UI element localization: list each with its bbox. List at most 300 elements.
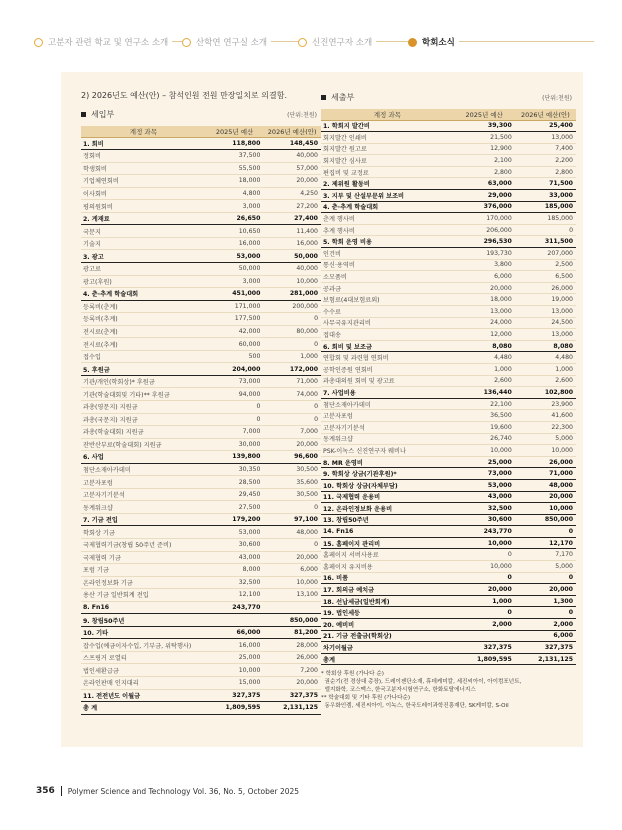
category-row — [81, 513, 321, 526]
nav-item-label-active: 학회소식 — [422, 38, 455, 48]
row-value-2025: 16,000 — [206, 237, 264, 250]
row-value-2026: 26,000 — [515, 456, 576, 468]
row-account: 6. 회비 및 보조금 — [321, 340, 454, 352]
row-account: 9. 학회상 상금(기관후원)* — [321, 468, 454, 480]
row-account: 7. 기금 전입 — [81, 513, 206, 526]
row-value-2025: 13,000 — [454, 306, 515, 318]
row-value-2026: 27,400 — [263, 212, 321, 225]
row-account: PSK-이녹스 신진연구자 웨비나 — [321, 445, 454, 457]
row-account: 1. 학회지 발간비 — [321, 120, 454, 132]
row-value-2026: 0 — [263, 313, 321, 326]
row-account: 기관/개인(학회상)* 후원금 — [81, 375, 206, 388]
row-account: 11. 전전년도 이월금 — [81, 689, 206, 702]
table-row — [81, 576, 321, 589]
category-row — [321, 201, 576, 213]
row-account: 2. 게재료 — [81, 212, 206, 225]
row-value-2025: 8,000 — [206, 564, 264, 577]
category-row — [321, 190, 576, 202]
row-value-2026: 30,500 — [263, 488, 321, 501]
table-row — [321, 294, 576, 306]
row-account: 15. 홈페이지 관리비 — [321, 537, 454, 549]
row-value-2026: 281,000 — [263, 288, 321, 301]
row-account: 고분자포럼 — [321, 410, 454, 422]
nav-item-researchers[interactable] — [298, 30, 376, 54]
row-value-2026: 0 — [263, 413, 321, 426]
row-value-2025: 43,000 — [206, 551, 264, 564]
row-account: 10. 기타 — [81, 626, 206, 639]
category-row — [321, 595, 576, 607]
row-value-2026: 20,000 — [263, 438, 321, 451]
table-row — [321, 329, 576, 341]
row-value-2025: 8,080 — [454, 340, 515, 352]
category-row — [81, 288, 321, 301]
table-row — [81, 187, 321, 200]
row-value-2025: 193,730 — [454, 248, 515, 260]
expense-table — [321, 109, 576, 665]
row-value-2025: 29,000 — [454, 190, 515, 202]
row-value-2025: 6,000 — [454, 271, 515, 283]
row-value-2025: 2,600 — [454, 375, 515, 387]
row-account: 고분자포럼 — [81, 476, 206, 489]
row-account: 편집비 및 교정료 — [321, 166, 454, 178]
row-account: 과총(영문지) 지원금 — [81, 400, 206, 413]
category-row — [81, 626, 321, 639]
expense-column — [321, 72, 576, 710]
category-row — [321, 503, 576, 515]
row-value-2026: 20,000 — [263, 677, 321, 690]
row-value-2025: 30,600 — [454, 514, 515, 526]
nav-dot-icon — [298, 38, 307, 47]
row-value-2026: 10,000 — [263, 576, 321, 589]
row-value-2026: 0 — [515, 572, 576, 584]
row-value-2026: 0 — [515, 607, 576, 619]
row-account: 학생회비 — [81, 162, 206, 175]
row-account: 접대송 — [321, 329, 454, 341]
row-value-2025: 25,000 — [206, 651, 264, 664]
nav-item-society-news[interactable] — [408, 30, 459, 54]
nav-item-label: 신진연구자 소개 — [312, 38, 373, 48]
expense-table-body — [321, 120, 576, 665]
row-account: 총계 — [321, 653, 454, 665]
row-value-2025: 2,100 — [454, 155, 515, 167]
row-account: 19. 법인세등 — [321, 607, 454, 619]
row-account: 고분자기기분석 — [81, 488, 206, 501]
row-account: 13. 창립50주년 — [321, 514, 454, 526]
row-value-2026: 23,900 — [515, 398, 576, 410]
row-value-2026: 0 — [263, 501, 321, 514]
row-value-2026: 10,000 — [515, 445, 576, 457]
row-value-2026: 13,100 — [263, 589, 321, 602]
row-value-2026: 10,000 — [263, 275, 321, 288]
header-account: 계정 과목 — [81, 126, 206, 137]
row-value-2026: 7,170 — [515, 549, 576, 561]
row-value-2025: 179,200 — [206, 513, 264, 526]
row-value-2025: 10,650 — [206, 225, 264, 238]
row-value-2026: 20,000 — [263, 551, 321, 564]
row-value-2026: 25,400 — [515, 120, 576, 132]
nav-item-labs[interactable] — [182, 30, 271, 54]
table-row — [81, 313, 321, 326]
row-value-2026: 102,800 — [515, 387, 576, 399]
category-row — [321, 178, 576, 190]
row-value-2025: 7,000 — [206, 426, 264, 439]
row-value-2025: 32,500 — [206, 576, 264, 589]
table-row — [81, 564, 321, 577]
row-account: 4. 춘·추계 학술대회 — [81, 288, 206, 301]
row-account: 7. 사업비용 — [321, 387, 454, 399]
row-account: 5. 후원금 — [81, 363, 206, 376]
square-bullet-icon — [321, 95, 326, 100]
row-account: 등록비(춘계) — [81, 300, 206, 313]
table-row — [81, 375, 321, 388]
row-value-2025: 10,000 — [454, 561, 515, 573]
row-value-2026: 13,000 — [515, 132, 576, 144]
nav-dot-icon — [34, 38, 43, 47]
income-column — [81, 72, 321, 715]
table-row — [321, 143, 576, 155]
row-value-2026: 1,000 — [515, 363, 576, 375]
row-value-2025: 53,000 — [454, 479, 515, 491]
row-account: 정회비 — [81, 150, 206, 163]
table-row — [321, 282, 576, 294]
table-row — [81, 413, 321, 426]
row-value-2026: 2,800 — [515, 166, 576, 178]
income-table-header — [81, 126, 321, 137]
row-value-2026: 185,000 — [515, 213, 576, 225]
row-value-2026: 850,000 — [263, 614, 321, 627]
table-row — [81, 400, 321, 413]
row-account: 20. 예비비 — [321, 619, 454, 631]
row-account: 광고료 — [81, 262, 206, 275]
row-value-2025: 20,000 — [454, 584, 515, 596]
row-account: 3. 광고 — [81, 250, 206, 263]
category-row — [321, 630, 576, 642]
row-value-2026: 13,000 — [515, 329, 576, 341]
category-row — [321, 572, 576, 584]
row-value-2026: 33,000 — [515, 190, 576, 202]
row-account: 공학인증원 연회비 — [321, 363, 454, 375]
table-row — [321, 224, 576, 236]
row-value-2026: 13,000 — [515, 306, 576, 318]
row-value-2025: 27,500 — [206, 501, 264, 514]
row-account: 11. 국제협력 운용비 — [321, 491, 454, 503]
row-value-2025: 171,000 — [206, 300, 264, 313]
row-value-2025: 118,800 — [206, 137, 264, 150]
row-value-2025: 28,500 — [206, 476, 264, 489]
row-account: 기관(학술대회및 기타)** 후원금 — [81, 388, 206, 401]
row-value-2026: 48,000 — [515, 479, 576, 491]
row-account: 14. Fn16 — [321, 526, 454, 538]
category-row — [321, 468, 576, 480]
row-account: 보험료(4대보험료외) — [321, 294, 454, 306]
row-value-2025: 66,000 — [206, 626, 264, 639]
table-row — [81, 639, 321, 652]
row-value-2026: 27,200 — [263, 200, 321, 213]
row-account: 이사회비 — [81, 187, 206, 200]
table-row — [81, 463, 321, 476]
table-row — [321, 549, 576, 561]
row-value-2025: 73,000 — [454, 468, 515, 480]
table-row — [81, 438, 321, 451]
row-account: 17. 회의금 예치금 — [321, 584, 454, 596]
row-account: 회지발간 원고료 — [321, 143, 454, 155]
table-row — [81, 551, 321, 564]
row-account: 8. Fn16 — [81, 601, 206, 614]
row-value-2025 — [206, 614, 264, 627]
row-value-2026: 26,000 — [263, 651, 321, 664]
row-value-2025: 177,500 — [206, 313, 264, 326]
expense-section-header — [321, 91, 576, 105]
header-2026: 2026년 예산(안) — [263, 126, 321, 137]
table-row — [81, 388, 321, 401]
row-value-2026: 2,500 — [515, 259, 576, 271]
row-value-2025: 50,000 — [206, 262, 264, 275]
row-account: 잔반산부료(학술대회) 지원금 — [81, 438, 206, 451]
page-number: 356 — [36, 786, 62, 796]
journal-info: Polymer Science and Technology Vol. 36, No. 5, October 2025 — [67, 786, 300, 796]
row-account: 1. 회비 — [81, 137, 206, 150]
table-row — [321, 398, 576, 410]
table-row — [81, 539, 321, 552]
row-value-2025: 53,000 — [206, 250, 264, 263]
table-row — [81, 589, 321, 602]
row-value-2026: 71,500 — [515, 178, 576, 190]
row-value-2026: 4,480 — [515, 352, 576, 364]
row-value-2026: 74,000 — [263, 388, 321, 401]
row-account: 5. 학회 운영 비용 — [321, 236, 454, 248]
table-row — [81, 651, 321, 664]
row-value-2025: 60,000 — [206, 338, 264, 351]
row-value-2025: 327,375 — [454, 642, 515, 654]
expense-table-header — [321, 109, 576, 120]
row-value-2025: 30,350 — [206, 463, 264, 476]
table-row — [81, 501, 321, 514]
row-value-2026: 41,600 — [515, 410, 576, 422]
row-value-2026: 7,400 — [515, 143, 576, 155]
row-value-2025: 3,000 — [206, 200, 264, 213]
row-value-2025: 136,440 — [454, 387, 515, 399]
table-row — [321, 132, 576, 144]
row-value-2026: 22,300 — [515, 421, 576, 433]
note-line: 권순기(전 경상대 총장), 드레이젠단소재, 휴데케미칼, 세진씨아이, 아이컴포넌트, — [321, 679, 522, 686]
table-row — [321, 421, 576, 433]
category-row — [321, 514, 576, 526]
square-bullet-icon — [81, 112, 86, 117]
row-value-2026: 40,000 — [263, 150, 321, 163]
row-value-2025: 2,800 — [454, 166, 515, 178]
income-unit: (단위:천원) — [287, 112, 317, 119]
table-row — [81, 476, 321, 489]
row-value-2025: 451,000 — [206, 288, 264, 301]
row-value-2025: 53,000 — [206, 526, 264, 539]
income-section-header — [81, 108, 321, 122]
row-account: 회지발간 인쇄비 — [321, 132, 454, 144]
row-value-2026: 207,000 — [515, 248, 576, 260]
table-row — [321, 375, 576, 387]
table-row — [321, 306, 576, 318]
row-account: 첨단소재아카데미 — [321, 398, 454, 410]
row-value-2025: 1,000 — [454, 363, 515, 375]
row-account: 과총(국문지) 지원금 — [81, 413, 206, 426]
row-account: 홈페이지 유지비용 — [321, 561, 454, 573]
row-value-2026: 50,000 — [263, 250, 321, 263]
row-value-2025: 26,740 — [454, 433, 515, 445]
category-row — [321, 526, 576, 538]
top-navigation — [34, 30, 594, 54]
row-account: 소모품비 — [321, 271, 454, 283]
row-account: 통신·용역비 — [321, 259, 454, 271]
row-account: 고분자기기분석 — [321, 421, 454, 433]
row-value-2026: 7,000 — [263, 426, 321, 439]
table-row — [81, 175, 321, 188]
row-value-2026: 2,131,125 — [515, 653, 576, 665]
table-row — [81, 237, 321, 250]
row-account: 12. 온라인정보화 운용비 — [321, 503, 454, 515]
row-account: 9. 창립50주년 — [81, 614, 206, 627]
row-value-2025: 296,530 — [454, 236, 515, 248]
header-2025: 2025년 예산 — [454, 109, 515, 120]
row-value-2026: 0 — [263, 338, 321, 351]
table-row — [81, 488, 321, 501]
row-account: 전시료(추계) — [81, 338, 206, 351]
row-account: 8. MR 운영비 — [321, 456, 454, 468]
row-account: 국문지 — [81, 225, 206, 238]
row-value-2025: 0 — [454, 549, 515, 561]
row-value-2025: 500 — [206, 350, 264, 363]
row-value-2026: 71,000 — [263, 375, 321, 388]
row-value-2025 — [454, 630, 515, 642]
row-value-2026: 10,000 — [515, 503, 576, 515]
row-value-2025: 3,000 — [206, 275, 264, 288]
row-value-2026: 57,000 — [263, 162, 321, 175]
category-row — [321, 653, 576, 665]
row-value-2026: 200,000 — [263, 300, 321, 313]
row-account: 수수료 — [321, 306, 454, 318]
income-title-text: 세입부 — [91, 110, 115, 119]
nav-item-label: 고분자 관련 학교 및 연구소 소개 — [48, 38, 169, 48]
category-row — [321, 619, 576, 631]
category-row — [321, 236, 576, 248]
row-account: 첨단소재아카데미 — [81, 463, 206, 476]
budget-panel — [61, 72, 583, 747]
note-line: * 학회상 후원 (가나다 순) — [321, 671, 384, 678]
row-value-2026: 850,000 — [515, 514, 576, 526]
row-account: 기업체연회비 — [81, 175, 206, 188]
row-value-2025: 18,000 — [206, 175, 264, 188]
table-row — [321, 352, 576, 364]
row-value-2025: 2,000 — [454, 619, 515, 631]
row-account: 3. 지부 및 산설부문위 보조비 — [321, 190, 454, 202]
table-row — [81, 350, 321, 363]
table-row — [321, 248, 576, 260]
row-account: 잡수입(예금이자수입, 기부금, 위탁행사) — [81, 639, 206, 652]
row-value-2026: 327,375 — [515, 642, 576, 654]
category-row — [321, 479, 576, 491]
table-row — [81, 677, 321, 690]
header-2025: 2025년 예산 — [206, 126, 264, 137]
row-value-2025: 12,900 — [454, 143, 515, 155]
table-row — [81, 338, 321, 351]
row-value-2025: 94,000 — [206, 388, 264, 401]
row-account: 과총대의원 회비 및 광고료 — [321, 375, 454, 387]
row-value-2025: 0 — [206, 413, 264, 426]
row-account: 2. 제위원 활동비 — [321, 178, 454, 190]
expense-title — [321, 92, 354, 103]
table-row — [321, 213, 576, 225]
table-row — [81, 225, 321, 238]
row-value-2025: 10,000 — [454, 445, 515, 457]
row-value-2026: 2,131,125 — [263, 702, 321, 715]
row-value-2025: 22,100 — [454, 398, 515, 410]
table-row — [81, 150, 321, 163]
row-account: 법인세환급금 — [81, 664, 206, 677]
row-account: 10. 학회상 상금(자체부담) — [321, 479, 454, 491]
row-value-2026: 28,000 — [263, 639, 321, 652]
row-value-2026: 20,000 — [263, 175, 321, 188]
row-value-2026: 11,400 — [263, 225, 321, 238]
table-row — [81, 426, 321, 439]
row-value-2025: 15,000 — [206, 677, 264, 690]
row-account: 국제협력기금(창립 50주년 준비) — [81, 539, 206, 552]
expense-title-text: 세출부 — [331, 93, 355, 102]
row-value-2025: 206,000 — [454, 224, 515, 236]
table-row — [81, 200, 321, 213]
row-value-2026: 8,080 — [515, 340, 576, 352]
row-value-2025: 1,000 — [454, 595, 515, 607]
row-value-2025: 55,500 — [206, 162, 264, 175]
row-value-2026: 7,200 — [263, 664, 321, 677]
category-row — [321, 537, 576, 549]
row-account: 국제협력 기금 — [81, 551, 206, 564]
category-row — [81, 212, 321, 225]
row-value-2025: 16,000 — [206, 639, 264, 652]
category-row — [321, 120, 576, 132]
table-row — [321, 445, 576, 457]
row-value-2025: 12,000 — [454, 329, 515, 341]
row-value-2025: 73,000 — [206, 375, 264, 388]
row-value-2026: 30,500 — [263, 463, 321, 476]
row-value-2025: 139,800 — [206, 451, 264, 464]
table-row — [321, 410, 576, 422]
row-value-2026: 80,000 — [263, 325, 321, 338]
row-account: 용산 기금 일반회계 전입 — [81, 589, 206, 602]
table-row — [321, 259, 576, 271]
row-value-2025: 10,000 — [206, 664, 264, 677]
category-row — [81, 614, 321, 627]
category-row — [321, 607, 576, 619]
row-value-2026: 12,170 — [515, 537, 576, 549]
category-row — [321, 456, 576, 468]
row-value-2026: 97,100 — [263, 513, 321, 526]
row-account: 홈페이지 서버사용료 — [321, 549, 454, 561]
row-account: 인건비 — [321, 248, 454, 260]
row-value-2025: 1,809,595 — [454, 653, 515, 665]
row-value-2025: 170,000 — [454, 213, 515, 225]
row-value-2025: 4,800 — [206, 187, 264, 200]
row-account: 16. 비품 — [321, 572, 454, 584]
row-value-2025: 3,800 — [454, 259, 515, 271]
row-value-2025: 25,000 — [454, 456, 515, 468]
note-line: 엘지화학, 코스맥스, 한국고분자시험연구소, 한화토탈에너지스 — [321, 687, 476, 694]
row-value-2025: 0 — [454, 572, 515, 584]
row-value-2026: 0 — [263, 539, 321, 552]
nav-item-schools[interactable] — [34, 30, 172, 54]
category-row — [321, 642, 576, 654]
row-value-2025: 4,480 — [454, 352, 515, 364]
table-row — [81, 664, 321, 677]
income-table-body — [81, 137, 321, 714]
sponsor-notes — [321, 670, 576, 710]
